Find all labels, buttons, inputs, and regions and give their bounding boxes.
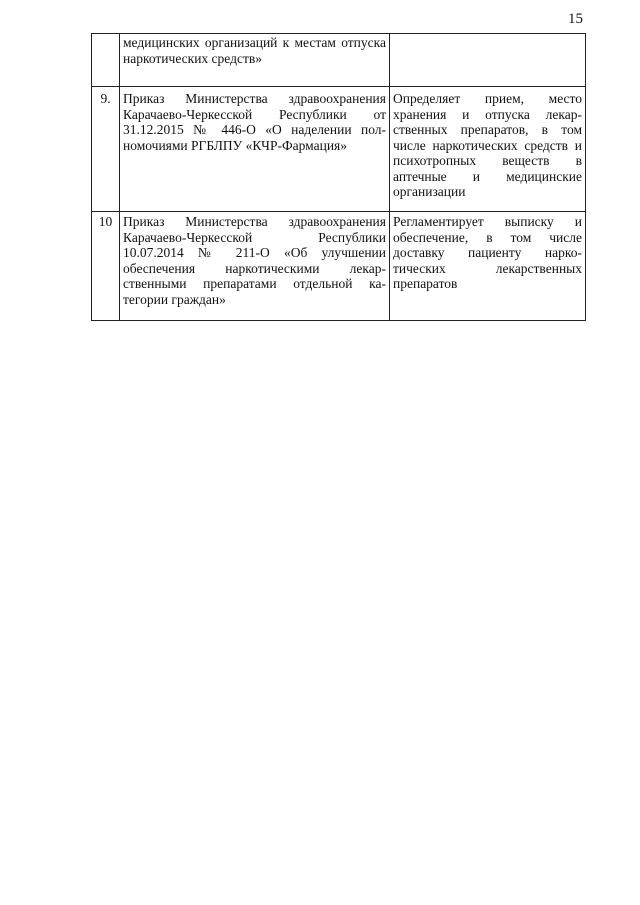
document-title-cell: Приказ Министерства здравоохранения Карачаево-Черкесской Республики 10.07.2014 № 211-О «Об улучшении обеспечения наркотическими лекарственными препаратами отдельной категории граждан»	[120, 212, 390, 321]
document-title-cell: медицинских организаций к местам отпуска наркотических средств»	[120, 34, 390, 87]
table-row	[92, 34, 586, 87]
document-description-cell: Регламентирует выписку и обеспечение, в том числе доставку пациенту наркотических лекарственных препаратов	[390, 212, 586, 321]
document-description-cell	[390, 34, 586, 87]
row-number-cell: 9.	[92, 87, 120, 212]
table-row	[92, 87, 586, 212]
row-number-cell: 10	[92, 212, 120, 321]
documents-table	[91, 33, 586, 321]
document-description-cell: Определяет прием, место хранения и отпуска лекарственных препаратов, в том числе наркотических средств и психотропных веществ в аптечные и медицинские организации	[390, 87, 586, 212]
table-row	[92, 212, 586, 321]
row-number-cell	[92, 34, 120, 87]
document-title-cell: Приказ Министерства здравоохранения Карачаево-Черкесской Республики от 31.12.2015 № 446-О «О наделении полномочиями РГБЛПУ «КЧР-Фармация»	[120, 87, 390, 212]
page-number: 15	[568, 11, 583, 27]
